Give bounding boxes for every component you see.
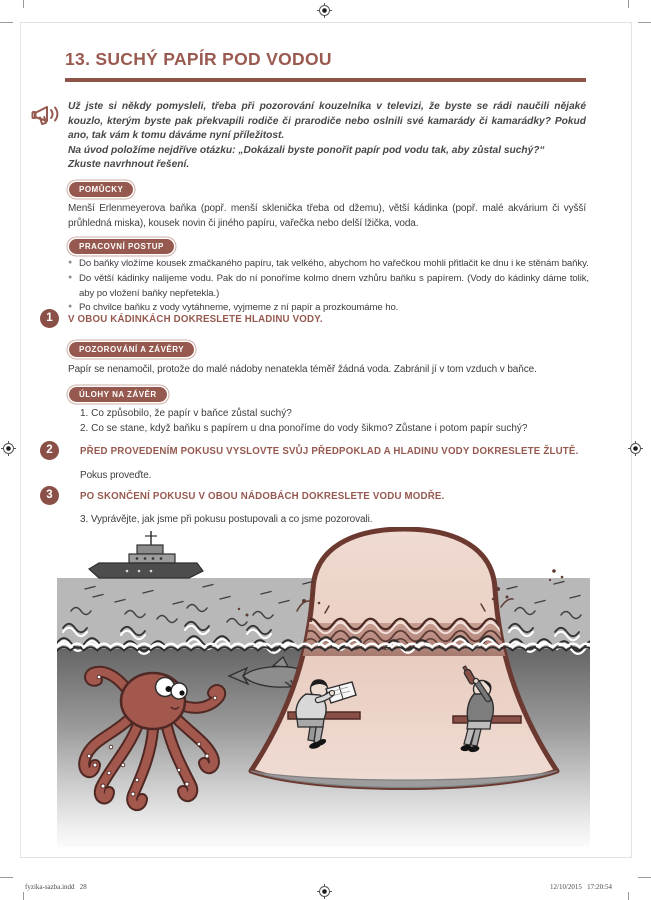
footer-filename: fyzika-sazba.indd 28 [25, 883, 87, 891]
section-badge-pomucky: POMŮCKY [69, 182, 133, 197]
bullet-icon: ● [68, 303, 73, 311]
section-badge-ulohy: ÚLOHY NA ZÁVĚR [69, 387, 167, 402]
pozorovani-text: Papír se nenamočil, protože do malé nádoby nenatekla téměř žádná voda. Zabránil jí v tom vzduch v baňce. [68, 364, 537, 375]
footer-timestamp: 12/10/2015 17:20:54 [550, 883, 613, 891]
pokus-note: Pokus proveďte. [80, 470, 152, 481]
crop-mark [638, 877, 651, 878]
bullet-text: Do větší kádinky nalijeme vodu. Pak do ní ponoříme kolmo dnem vzhůru baňku s papírem. (Vody do kádinky dáme tolik, aby po vložení baňky nepřetekla.) [79, 272, 589, 299]
intro-text [68, 100, 586, 173]
title-underline [65, 78, 586, 82]
ship [89, 531, 203, 578]
task-number-badge: 3 [40, 486, 59, 505]
registration-mark-icon [317, 3, 332, 18]
registration-mark-icon [628, 441, 643, 456]
task-instruction: PO SKONČENÍ POKUSU V OBOU NÁDOBÁCH DOKRESLETE VODU MODŘE. [80, 491, 445, 502]
pomucky-text: Menší Erlenmeyerova baňka (popř. menší sklenička třeba od džemu), větší kádinka (popř. malé akvárium či vyšší průhledná miska), kousek novin či jiného papíru, vařečka nebo delší lžička, voda. [68, 203, 586, 229]
section-badge-postup: PRACOVNÍ POSTUP [69, 239, 174, 254]
list-item: 2. Co se stane, když baňku s papírem u dna ponoříme do vody šikmo? Zůstane i potom papír suchý? [80, 423, 528, 434]
registration-mark-icon [1, 441, 16, 456]
registration-mark-icon [317, 884, 332, 899]
task-number-badge: 1 [40, 309, 59, 328]
task-instruction: PŘED PROVEDENÍM POKUSU VYSLOVTE SVŮJ PŘEDPOKLAD A HLADINU VODY DOKRESLETE ŽLUTĚ. [80, 446, 579, 457]
bullet-text: Do baňky vložíme kousek zmačkaného papíru, tak velkého, abychom ho vařečkou mohli přitlačit ke dnu i ke stěnám baňky. [79, 258, 589, 269]
bullet-icon: ● [68, 273, 73, 281]
task-number-badge: 2 [40, 441, 59, 460]
list-item: 1. Co způsobilo, že papír v baňce zůstal suchý? [80, 408, 292, 419]
section-badge-pozorovani: POZOROVÁNÍ A ZÁVĚRY [69, 342, 194, 357]
bullet-icon: ● [68, 259, 73, 266]
crop-mark [638, 22, 651, 23]
intro-paragraph: Zkuste navrhnout řešení. [68, 159, 190, 171]
crop-mark [628, 0, 629, 8]
postup-list [68, 257, 589, 316]
page-title: 13. SUCHÝ PAPÍR POD VODOU [65, 49, 332, 69]
task-instruction: V OBOU KÁDINKÁCH DOKRESLETE HLADINU VODY. [68, 314, 323, 325]
crop-mark [23, 0, 24, 8]
list-item [68, 272, 589, 302]
crop-mark [23, 892, 24, 900]
ulohy-list [80, 406, 587, 436]
list-item [68, 257, 589, 272]
crop-mark [0, 877, 13, 878]
diving-bell-illustration [57, 527, 590, 847]
bullet-text: Po chvilce baňku z vody vytáhneme, vyjmeme z ní papír a prozkoumáme ho. [79, 302, 399, 314]
intro-paragraph: Na úvod položíme nejdříve otázku: „Dokázali byste ponořit papír pod vodu tak, aby zůstal suchý?“ [68, 144, 545, 156]
crop-mark [628, 892, 629, 900]
narrate-item: 3. Vyprávějte, jak jsme při pokusu postupovali a co jsme pozorovali. [80, 514, 373, 525]
intro-paragraph: Už jste si někdy pomysleli, třeba při pozorování kouzelníka v televizi, že byste se rádi naučili nějaké kouzlo, kterým byste pak překvapili rodiče či prarodiče nebo oslnili své kamarády či kamarádky? Pokud ano, tak vám k tomu dáváme nyní příležitost. [68, 101, 586, 142]
megaphone-icon [31, 103, 63, 131]
crop-mark [0, 22, 13, 23]
